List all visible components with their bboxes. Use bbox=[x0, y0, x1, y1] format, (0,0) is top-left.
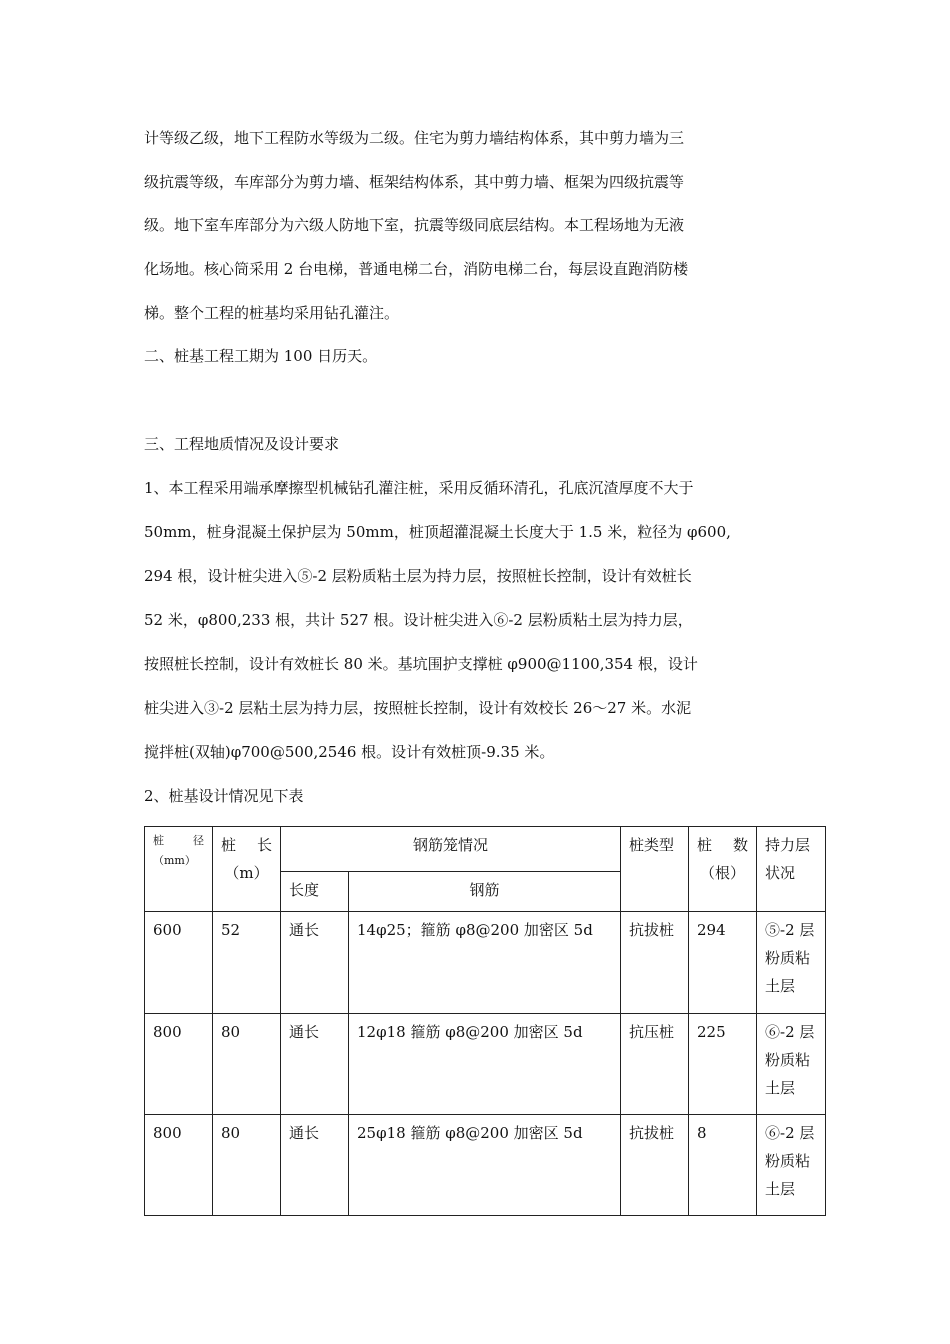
cell-pile-type: 抗压桩 bbox=[621, 1014, 689, 1115]
cell-length: 80 bbox=[213, 1014, 281, 1115]
table-row bbox=[145, 1014, 826, 1115]
cell-bearing: ⑥-2 层粉质粘土层 bbox=[757, 1115, 826, 1216]
cell-cage-length: 通长 bbox=[281, 1115, 349, 1216]
table-header-row bbox=[145, 827, 826, 872]
header-bearing: 持力层状况 bbox=[757, 827, 826, 912]
cell-diameter: 800 bbox=[145, 1115, 213, 1216]
paragraph-line: 1、本工程采用端承摩擦型机械钻孔灌注桩，采用反循环清孔，孔底沉渣厚度不大于 bbox=[144, 479, 694, 497]
cell-length: 80 bbox=[213, 1115, 281, 1216]
paragraph-line: 搅拌桩(双轴)φ700@500,2546 根。设计有效桩顶-9.35 米。 bbox=[144, 743, 555, 761]
paragraph-line: 294 根，设计桩尖进入⑤-2 层粉质粘土层为持力层，按照桩长控制，设计有效桩长 bbox=[144, 567, 692, 585]
header-cage: 钢筋笼情况 bbox=[281, 827, 621, 872]
cell-bearing: ⑤-2 层粉质粘土层 bbox=[757, 912, 826, 1014]
header-diameter: 桩 径 （mm） bbox=[145, 827, 213, 912]
paragraph-line: 梯。整个工程的桩基均采用钻孔灌注。 bbox=[144, 304, 400, 322]
cell-bearing: ⑥-2 层粉质粘土层 bbox=[757, 1014, 826, 1115]
cell-count: 294 bbox=[689, 912, 757, 1014]
paragraph-line: 计等级乙级，地下工程防水等级为二级。住宅为剪力墙结构体系，其中剪力墙为三 bbox=[144, 129, 685, 147]
paragraph-line: 化场地。核心筒采用 2 台电梯，普通电梯二台，消防电梯二台，每层设直跑消防楼 bbox=[144, 260, 689, 278]
cell-length: 52 bbox=[213, 912, 281, 1014]
table-row bbox=[145, 912, 826, 1014]
paragraph-line: 桩尖进入③-2 层粘土层为持力层，按照桩长控制，设计有效校长 26～27 米。水泥 bbox=[144, 699, 692, 717]
cell-count: 225 bbox=[689, 1014, 757, 1115]
cell-pile-type: 抗拔桩 bbox=[621, 912, 689, 1014]
cell-rebar: 14φ25；箍筋 φ8@200 加密区 5d bbox=[349, 912, 621, 1014]
paragraph-line: 级抗震等级，车库部分为剪力墙、框架结构体系，其中剪力墙、框架为四级抗震等 bbox=[144, 173, 685, 191]
paragraph-line: 级。地下室车库部分为六级人防地下室，抗震等级同底层结构。本工程场地为无液 bbox=[144, 216, 685, 234]
header-pile-type: 桩类型 bbox=[621, 827, 689, 912]
cell-diameter: 600 bbox=[145, 912, 213, 1014]
header-cage-length: 长度 bbox=[281, 872, 349, 912]
table-row bbox=[145, 1115, 826, 1216]
cell-cage-length: 通长 bbox=[281, 1014, 349, 1115]
header-cage-rebar: 钢筋 bbox=[349, 872, 621, 912]
cell-count: 8 bbox=[689, 1115, 757, 1216]
paragraph-line: 52 米，φ800,233 根，共计 527 根。设计桩尖进入⑥-2 层粉质粘土层为持力层， bbox=[144, 611, 693, 629]
header-length: 桩 长 （m） bbox=[213, 827, 281, 912]
paragraph-line: 50mm，桩身混凝土保护层为 50mm，桩顶超灌混凝土长度大于 1.5 米，粒径为 φ600, bbox=[144, 523, 731, 541]
cell-pile-type: 抗拔桩 bbox=[621, 1115, 689, 1216]
paragraph-line: 按照桩长控制，设计有效桩长 80 米。基坑围护支撑桩 φ900@1100,354 根，设计 bbox=[144, 655, 698, 673]
cell-cage-length: 通长 bbox=[281, 912, 349, 1014]
cell-diameter: 800 bbox=[145, 1014, 213, 1115]
table-caption: 2、桩基设计情况见下表 bbox=[144, 787, 304, 805]
section-heading: 三、工程地质情况及设计要求 bbox=[144, 435, 340, 453]
pile-design-table bbox=[144, 826, 826, 1216]
cell-rebar: 25φ18 箍筋 φ8@200 加密区 5d bbox=[349, 1115, 621, 1216]
header-count: 桩 数 （根） bbox=[689, 827, 757, 912]
section-heading: 二、桩基工程工期为 100 日历天。 bbox=[144, 347, 378, 365]
cell-rebar: 12φ18 箍筋 φ8@200 加密区 5d bbox=[349, 1014, 621, 1115]
